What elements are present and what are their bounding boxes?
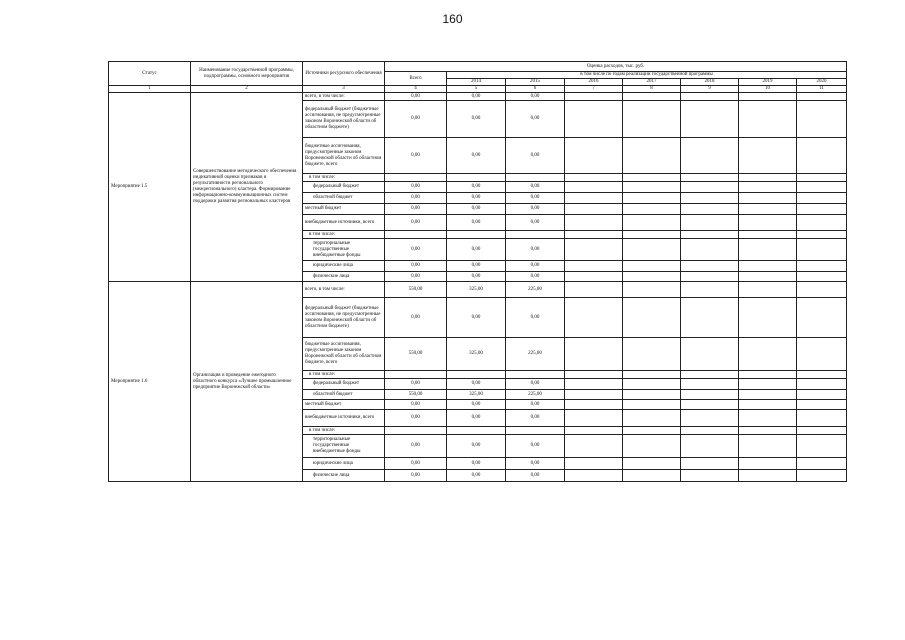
empty-year-cell [565, 390, 623, 400]
empty-year-cell [739, 435, 797, 458]
empty-year-cell [565, 272, 623, 282]
empty-year-cell [681, 272, 739, 282]
funding-source-cell: всего, в том числе: [303, 93, 385, 101]
amount-total-cell [385, 231, 447, 239]
column-number: 1 [109, 86, 191, 93]
empty-year-cell [797, 215, 847, 231]
event-status: Мероприятие 1.5 [109, 93, 191, 282]
funding-source-cell: юридические лица [303, 261, 385, 272]
amount-y2014-cell: 0,00 [447, 138, 506, 174]
empty-year-cell [681, 101, 739, 138]
amount-total-cell: 0,00 [385, 298, 447, 338]
header-estimate: Оценка расходов, тыс. руб. [385, 62, 847, 72]
empty-year-cell [565, 435, 623, 458]
amount-total-cell: 0,00 [385, 261, 447, 272]
empty-year-cell [797, 371, 847, 379]
empty-year-cell [565, 239, 623, 261]
amount-total-cell: 0,00 [385, 272, 447, 282]
empty-year-cell [797, 101, 847, 138]
funding-source-cell: областной бюджет [303, 193, 385, 204]
empty-year-cell [739, 215, 797, 231]
empty-year-cell [565, 101, 623, 138]
empty-year-cell [681, 435, 739, 458]
table-row [109, 282, 847, 298]
funding-source-cell: в том числе: [303, 427, 385, 435]
header-by-year: в том числе по годам реализации государственной программы [447, 72, 847, 79]
empty-year-cell [681, 371, 739, 379]
header-year-2015: 2015 [506, 79, 565, 86]
amount-total-cell: 550,00 [385, 338, 447, 371]
empty-year-cell [739, 458, 797, 470]
header-year-2020: 2020 [797, 79, 847, 86]
empty-year-cell [739, 193, 797, 204]
empty-year-cell [681, 338, 739, 371]
table-row [109, 93, 847, 101]
amount-y2014-cell: 0,00 [447, 93, 506, 101]
amount-y2014-cell [447, 371, 506, 379]
empty-year-cell [565, 93, 623, 101]
empty-year-cell [739, 239, 797, 261]
empty-year-cell [565, 182, 623, 193]
empty-year-cell [681, 231, 739, 239]
empty-year-cell [623, 435, 681, 458]
amount-y2014-cell: 0,00 [447, 458, 506, 470]
amount-total-cell: 550,00 [385, 390, 447, 400]
amount-y2014-cell: 325,00 [447, 282, 506, 298]
funding-source-cell: бюджетные ассигнования, предусмотренные законом Воронежской области об областном бюджете, всего [303, 338, 385, 371]
amount-y2014-cell: 0,00 [447, 215, 506, 231]
empty-year-cell [681, 458, 739, 470]
amount-y2015-cell [506, 371, 565, 379]
amount-y2014-cell: 0,00 [447, 400, 506, 410]
empty-year-cell [681, 282, 739, 298]
amount-y2015-cell: 0,00 [506, 239, 565, 261]
amount-y2015-cell [506, 231, 565, 239]
amount-total-cell: 0,00 [385, 101, 447, 138]
empty-year-cell [565, 298, 623, 338]
empty-year-cell [623, 390, 681, 400]
amount-y2014-cell: 325,00 [447, 390, 506, 400]
empty-year-cell [797, 390, 847, 400]
amount-y2015-cell: 0,00 [506, 470, 565, 482]
column-number: 6 [506, 86, 565, 93]
empty-year-cell [739, 338, 797, 371]
empty-year-cell [797, 204, 847, 215]
amount-total-cell: 0,00 [385, 400, 447, 410]
empty-year-cell [681, 174, 739, 182]
funding-source-cell: физические лица [303, 470, 385, 482]
column-number: 11 [797, 86, 847, 93]
funding-source-cell: юридические лица [303, 458, 385, 470]
amount-y2014-cell [447, 174, 506, 182]
header-year-2017: 2017 [623, 79, 681, 86]
empty-year-cell [565, 400, 623, 410]
funding-source-cell: в том числе: [303, 371, 385, 379]
empty-year-cell [681, 261, 739, 272]
empty-year-cell [565, 138, 623, 174]
empty-year-cell [797, 338, 847, 371]
empty-year-cell [797, 182, 847, 193]
amount-y2015-cell [506, 174, 565, 182]
page-number: 160 [442, 12, 463, 26]
header-funding-source: Источники ресурсного обеспечения [303, 62, 385, 86]
amount-y2015-cell: 225,00 [506, 338, 565, 371]
funding-source-cell: федеральный бюджет (бюджетные ассигнования, не предусмотренные законом Воронежской области об областном бюджете) [303, 298, 385, 338]
amount-y2015-cell: 0,00 [506, 261, 565, 272]
empty-year-cell [623, 410, 681, 427]
amount-total-cell [385, 174, 447, 182]
amount-y2014-cell: 0,00 [447, 379, 506, 390]
empty-year-cell [739, 282, 797, 298]
empty-year-cell [797, 239, 847, 261]
empty-year-cell [623, 204, 681, 215]
empty-year-cell [739, 379, 797, 390]
amount-total-cell: 0,00 [385, 470, 447, 482]
empty-year-cell [565, 371, 623, 379]
empty-year-cell [797, 470, 847, 482]
empty-year-cell [681, 138, 739, 174]
amount-y2014-cell: 0,00 [447, 204, 506, 215]
empty-year-cell [565, 379, 623, 390]
column-number: 9 [681, 86, 739, 93]
empty-year-cell [565, 338, 623, 371]
empty-year-cell [797, 174, 847, 182]
empty-year-cell [739, 272, 797, 282]
empty-year-cell [623, 400, 681, 410]
amount-total-cell: 0,00 [385, 379, 447, 390]
amount-y2015-cell: 0,00 [506, 204, 565, 215]
empty-year-cell [623, 272, 681, 282]
empty-year-cell [565, 193, 623, 204]
empty-year-cell [623, 101, 681, 138]
amount-total-cell: 0,00 [385, 182, 447, 193]
amount-y2014-cell: 0,00 [447, 261, 506, 272]
funding-source-cell: федеральный бюджет [303, 182, 385, 193]
empty-year-cell [565, 427, 623, 435]
empty-year-cell [623, 282, 681, 298]
empty-year-cell [623, 231, 681, 239]
empty-year-cell [739, 101, 797, 138]
amount-y2015-cell: 0,00 [506, 410, 565, 427]
empty-year-cell [565, 215, 623, 231]
amount-total-cell: 550,00 [385, 282, 447, 298]
header-year-2016: 2016 [565, 79, 623, 86]
amount-y2014-cell: 0,00 [447, 101, 506, 138]
empty-year-cell [739, 400, 797, 410]
empty-year-cell [623, 93, 681, 101]
column-number: 3 [303, 86, 385, 93]
empty-year-cell [623, 458, 681, 470]
amount-y2014-cell: 0,00 [447, 298, 506, 338]
amount-total-cell: 0,00 [385, 458, 447, 470]
header-year-2014: 2014 [447, 79, 506, 86]
empty-year-cell [797, 427, 847, 435]
empty-year-cell [797, 400, 847, 410]
empty-year-cell [739, 261, 797, 272]
amount-total-cell: 0,00 [385, 193, 447, 204]
funding-source-cell: областной бюджет [303, 390, 385, 400]
funding-source-cell: местный бюджет [303, 204, 385, 215]
budget-table [108, 61, 847, 482]
event-name: Совершенствование методического обеспечения индикативной оценки признаков и результативности регионального (межрегионального) кластера. Формирование информационно-коммуникационных систем поддержки развития региональных кластеров [191, 93, 303, 282]
empty-year-cell [565, 174, 623, 182]
funding-source-cell: территориальные государственные внебюджетные фонды [303, 435, 385, 458]
funding-source-cell: территориальные государственные внебюджетные фонды [303, 239, 385, 261]
empty-year-cell [797, 231, 847, 239]
empty-year-cell [623, 174, 681, 182]
empty-year-cell [739, 298, 797, 338]
amount-y2015-cell: 0,00 [506, 182, 565, 193]
empty-year-cell [681, 298, 739, 338]
amount-total-cell: 0,00 [385, 239, 447, 261]
amount-y2015-cell: 225,00 [506, 282, 565, 298]
header-total: Всего [385, 72, 447, 86]
empty-year-cell [739, 410, 797, 427]
empty-year-cell [739, 470, 797, 482]
amount-y2014-cell: 0,00 [447, 272, 506, 282]
amount-y2015-cell: 0,00 [506, 93, 565, 101]
empty-year-cell [797, 458, 847, 470]
event-status: Мероприятие 1.6 [109, 282, 191, 482]
amount-y2014-cell: 0,00 [447, 182, 506, 193]
header-year-2018: 2018 [681, 79, 739, 86]
empty-year-cell [623, 138, 681, 174]
empty-year-cell [623, 427, 681, 435]
empty-year-cell [797, 138, 847, 174]
amount-y2014-cell [447, 427, 506, 435]
empty-year-cell [681, 239, 739, 261]
empty-year-cell [623, 182, 681, 193]
empty-year-cell [623, 338, 681, 371]
header-status: Статус [109, 62, 191, 86]
amount-y2014-cell: 325,00 [447, 338, 506, 371]
empty-year-cell [739, 204, 797, 215]
empty-year-cell [739, 182, 797, 193]
empty-year-cell [681, 427, 739, 435]
header-program-name: Наименование государственной программы, подпрограммы, основного мероприятия [191, 62, 303, 86]
empty-year-cell [797, 282, 847, 298]
amount-total-cell: 0,00 [385, 138, 447, 174]
amount-total-cell: 0,00 [385, 435, 447, 458]
empty-year-cell [797, 193, 847, 204]
empty-year-cell [565, 282, 623, 298]
amount-y2015-cell: 0,00 [506, 458, 565, 470]
amount-y2015-cell [506, 427, 565, 435]
amount-y2015-cell: 0,00 [506, 215, 565, 231]
amount-total-cell [385, 371, 447, 379]
amount-total-cell: 0,00 [385, 410, 447, 427]
empty-year-cell [797, 379, 847, 390]
column-number: 7 [565, 86, 623, 93]
empty-year-cell [797, 410, 847, 427]
empty-year-cell [565, 458, 623, 470]
funding-source-cell: федеральный бюджет (бюджетные ассигнования, не предусмотренные законом Воронежской области об областном бюджете) [303, 101, 385, 138]
empty-year-cell [681, 193, 739, 204]
amount-total-cell [385, 427, 447, 435]
empty-year-cell [681, 410, 739, 427]
empty-year-cell [797, 435, 847, 458]
funding-source-cell: федеральный бюджет [303, 379, 385, 390]
amount-total-cell: 0,00 [385, 215, 447, 231]
empty-year-cell [565, 261, 623, 272]
empty-year-cell [797, 298, 847, 338]
empty-year-cell [681, 379, 739, 390]
empty-year-cell [681, 390, 739, 400]
empty-year-cell [623, 470, 681, 482]
empty-year-cell [681, 400, 739, 410]
column-number: 5 [447, 86, 506, 93]
empty-year-cell [681, 204, 739, 215]
empty-year-cell [565, 470, 623, 482]
amount-y2015-cell: 0,00 [506, 101, 565, 138]
empty-year-cell [739, 427, 797, 435]
amount-y2015-cell: 0,00 [506, 272, 565, 282]
empty-year-cell [565, 204, 623, 215]
empty-year-cell [739, 231, 797, 239]
amount-y2015-cell: 0,00 [506, 138, 565, 174]
amount-y2015-cell: 225,00 [506, 390, 565, 400]
amount-y2015-cell: 0,00 [506, 435, 565, 458]
header-year-2019: 2019 [739, 79, 797, 86]
column-number: 8 [623, 86, 681, 93]
empty-year-cell [739, 371, 797, 379]
amount-y2015-cell: 0,00 [506, 379, 565, 390]
empty-year-cell [623, 261, 681, 272]
funding-source-cell: в том числе: [303, 174, 385, 182]
empty-year-cell [681, 182, 739, 193]
column-number: 10 [739, 86, 797, 93]
event-name: Организация и проведение ежегодного областного конкурса «Лучшее промышленное предприятие Воронежской области» [191, 282, 303, 482]
empty-year-cell [623, 215, 681, 231]
empty-year-cell [565, 231, 623, 239]
amount-y2015-cell: 0,00 [506, 298, 565, 338]
amount-y2014-cell [447, 231, 506, 239]
amount-total-cell: 0,00 [385, 93, 447, 101]
amount-y2014-cell: 0,00 [447, 435, 506, 458]
amount-y2014-cell: 0,00 [447, 239, 506, 261]
empty-year-cell [739, 93, 797, 101]
amount-y2014-cell: 0,00 [447, 470, 506, 482]
empty-year-cell [623, 193, 681, 204]
funding-source-cell: всего, в том числе: [303, 282, 385, 298]
amount-y2015-cell: 0,00 [506, 193, 565, 204]
empty-year-cell [739, 138, 797, 174]
empty-year-cell [739, 174, 797, 182]
funding-source-cell: физические лица [303, 272, 385, 282]
amount-y2014-cell: 0,00 [447, 410, 506, 427]
empty-year-cell [797, 272, 847, 282]
amount-total-cell: 0,00 [385, 204, 447, 215]
funding-source-cell: внебюджетные источники, всего [303, 410, 385, 427]
empty-year-cell [565, 410, 623, 427]
column-number: 4 [385, 86, 447, 93]
empty-year-cell [797, 93, 847, 101]
amount-y2014-cell: 0,00 [447, 193, 506, 204]
empty-year-cell [681, 470, 739, 482]
empty-year-cell [739, 390, 797, 400]
empty-year-cell [797, 261, 847, 272]
empty-year-cell [681, 215, 739, 231]
amount-y2015-cell: 0,00 [506, 400, 565, 410]
funding-source-cell: бюджетные ассигнования, предусмотренные законом Воронежской области об областном бюджете, всего [303, 138, 385, 174]
empty-year-cell [623, 379, 681, 390]
funding-source-cell: внебюджетные источники, всего [303, 215, 385, 231]
empty-year-cell [623, 298, 681, 338]
empty-year-cell [623, 239, 681, 261]
empty-year-cell [623, 371, 681, 379]
column-number: 2 [191, 86, 303, 93]
empty-year-cell [681, 93, 739, 101]
funding-source-cell: в том числе: [303, 231, 385, 239]
funding-source-cell: местный бюджет [303, 400, 385, 410]
